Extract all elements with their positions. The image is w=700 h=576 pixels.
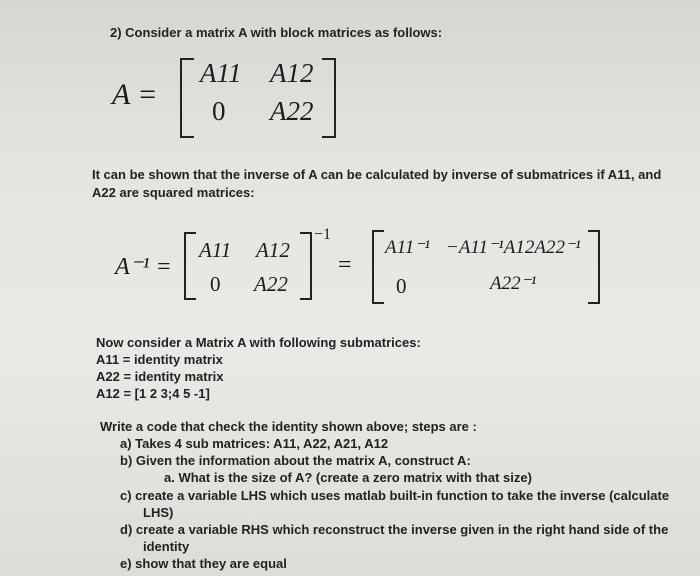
eq2-r11: A11⁻¹ <box>385 237 430 258</box>
eq1-a12: A12 <box>270 58 314 88</box>
step-c-cont: LHS) <box>143 505 174 520</box>
eq2-left-bracket-1 <box>184 232 196 300</box>
eq2-right-bracket-2 <box>588 230 600 304</box>
step-d-cont: identity <box>143 539 190 554</box>
eq1-lhs: A = <box>112 78 158 111</box>
eq2-a22: A22 <box>254 272 288 296</box>
sub-a11: A11 = identity matrix <box>96 352 223 367</box>
eq1-a22: A22 <box>270 96 314 126</box>
shown-text: It can be shown that the inverse of A can be calculated by inverse of submatrices if A11, and <box>92 167 662 182</box>
step-b: b) Given the information about the matrix A, construct A: <box>120 453 471 468</box>
eq1-right-bracket <box>322 58 336 138</box>
eq2-left-bracket-2 <box>372 230 384 304</box>
eq2-equals: = <box>338 252 352 278</box>
shown-text-2: A22 are squared matrices: <box>92 185 255 200</box>
step-d: d) create a variable RHS which reconstruct the inverse given in the right hand side of the <box>120 522 669 537</box>
eq1-left-bracket <box>180 58 194 138</box>
eq2-a11: A11 <box>199 238 232 262</box>
eq2-a12: A12 <box>256 238 290 262</box>
intro-text: 2) Consider a matrix A with block matrices as follows: <box>110 25 443 40</box>
eq2-zero: 0 <box>210 272 221 296</box>
eq1-zero: 0 <box>212 96 226 126</box>
eq2-r12: −A11⁻¹A12A22⁻¹ <box>446 237 581 258</box>
step-e: e) show that they are equal <box>120 556 287 571</box>
eq2-right-bracket-1 <box>300 232 312 300</box>
step-a: a) Takes 4 sub matrices: A11, A22, A21, A12 <box>120 436 389 451</box>
step-b-sub-a: a. What is the size of A? (create a zero matrix with that size) <box>164 470 532 485</box>
consider-heading: Now consider a Matrix A with following submatrices: <box>96 335 421 350</box>
eq2-r21: 0 <box>396 274 407 298</box>
eq1-a11: A11 <box>200 58 242 88</box>
sub-a12: A12 = [1 2 3;4 5 -1] <box>96 386 210 401</box>
step-c: c) create a variable LHS which uses matlab built-in function to take the inverse (calculate <box>120 488 670 503</box>
eq2-r22: A22⁻¹ <box>490 273 537 294</box>
sub-a22: A22 = identity matrix <box>96 369 224 384</box>
eq2-exponent: −1 <box>314 226 332 243</box>
task-heading: Write a code that check the identity shown above; steps are : <box>100 419 477 434</box>
eq2-lhs: A⁻¹ = <box>115 254 172 280</box>
